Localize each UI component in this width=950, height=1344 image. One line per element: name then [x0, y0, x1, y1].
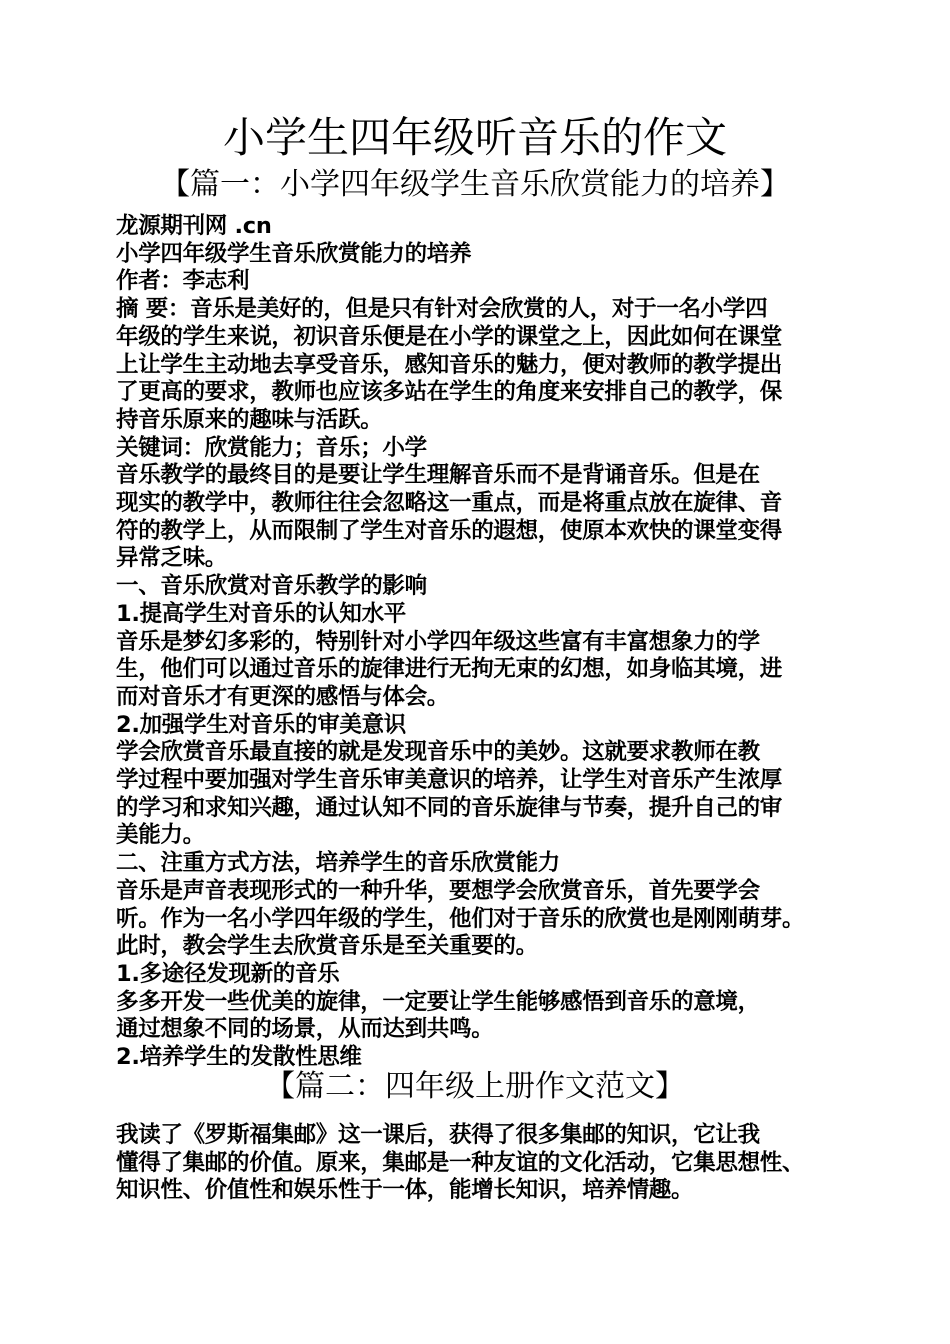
text-line: 学过程中要加强对学生音乐审美意识的培养，让学生对音乐产生浓厚	[116, 767, 783, 794]
text-line: 现实的教学中，教师往往会忽略这一重点，而是将重点放在旋律、音	[116, 490, 783, 517]
text-line: 2.加强学生对音乐的审美意识	[116, 711, 407, 738]
text-line: 1.提高学生对音乐的认知水平	[116, 600, 407, 627]
text-line: 的学习和求知兴趣，通过认知不同的音乐旋律与节奏，提升自己的审	[116, 794, 783, 821]
text-line: 龙源期刊网 .cn	[116, 213, 272, 239]
text-line: 听。作为一名小学四年级的学生，他们对于音乐的欣赏也是刚刚萌芽。	[116, 905, 805, 932]
text-line: 学会欣赏音乐最直接的就是发现音乐中的美妙。这就要求教师在教	[116, 739, 760, 766]
text-line: 小学四年级学生音乐欣赏能力的培养	[116, 240, 472, 267]
text-line: 上让学生主动地去享受音乐，感知音乐的魅力，便对教师的教学提出	[116, 351, 783, 378]
text-line: 美能力。	[116, 822, 205, 849]
section2-body	[116, 1122, 846, 1205]
text-line: 持音乐原来的趣味与活跃。	[116, 406, 383, 433]
text-line: 2.培养学生的发散性思维	[116, 1044, 362, 1071]
text-line: 一、音乐欣赏对音乐教学的影响	[116, 573, 427, 600]
section1-body	[116, 213, 846, 1072]
text-line: 生，他们可以通过音乐的旋律进行无拘无束的幻想，如身临其境，进	[116, 656, 783, 683]
text-line: 符的教学上，从而限制了学生对音乐的遐想，使原本欢快的课堂变得	[116, 517, 783, 544]
text-line: 二、注重方式方法，培养学生的音乐欣赏能力	[116, 850, 561, 877]
text-line: 此时，教会学生去欣赏音乐是至关重要的。	[116, 933, 538, 960]
text-line: 摘 要：音乐是美好的，但是只有针对会欣赏的人，对于一名小学四	[116, 296, 768, 323]
text-line: 通过想象不同的场景，从而达到共鸣。	[116, 1016, 494, 1043]
text-line: 了更高的要求，教师也应该多站在学生的角度来安排自己的教学，保	[116, 379, 783, 406]
document-title: 小学生四年级听音乐的作文	[222, 113, 727, 162]
text-line: 音乐教学的最终目的是要让学生理解音乐而不是背诵音乐。但是在	[116, 462, 760, 489]
text-line: 知识性、价值性和娱乐性于一体，能增长知识，培养情趣。	[116, 1177, 694, 1204]
text-line: 音乐是梦幻多彩的，特别针对小学四年级这些富有丰富想象力的学	[116, 628, 760, 655]
section1-heading: 【篇一：小学四年级学生音乐欣赏能力的培养】	[160, 167, 790, 202]
section2-heading: 【篇二：四年级上册作文范文】	[265, 1069, 685, 1104]
text-line: 年级的学生来说，初识音乐便是在小学的课堂之上，因此如何在课堂	[116, 323, 783, 350]
text-line: 关键词：欣赏能力；音乐；小学	[116, 434, 427, 461]
text-line: 懂得了集邮的价值。原来，集邮是一种友谊的文化活动，它集思想性、	[116, 1149, 805, 1176]
text-line: 异常乏味。	[116, 545, 228, 572]
text-line: 音乐是声音表现形式的一种升华，要想学会欣赏音乐，首先要学会	[116, 877, 760, 904]
text-line: 1.多途径发现新的音乐	[116, 960, 340, 987]
text-line: 而对音乐才有更深的感悟与体会。	[116, 683, 450, 710]
text-line: 作者：李志利	[116, 268, 250, 295]
text-line: 多多开发一些优美的旋律，一定要让学生能够感悟到音乐的意境，	[116, 988, 760, 1015]
text-line: 我读了《罗斯福集邮》这一课后，获得了很多集邮的知识，它让我	[116, 1122, 760, 1148]
